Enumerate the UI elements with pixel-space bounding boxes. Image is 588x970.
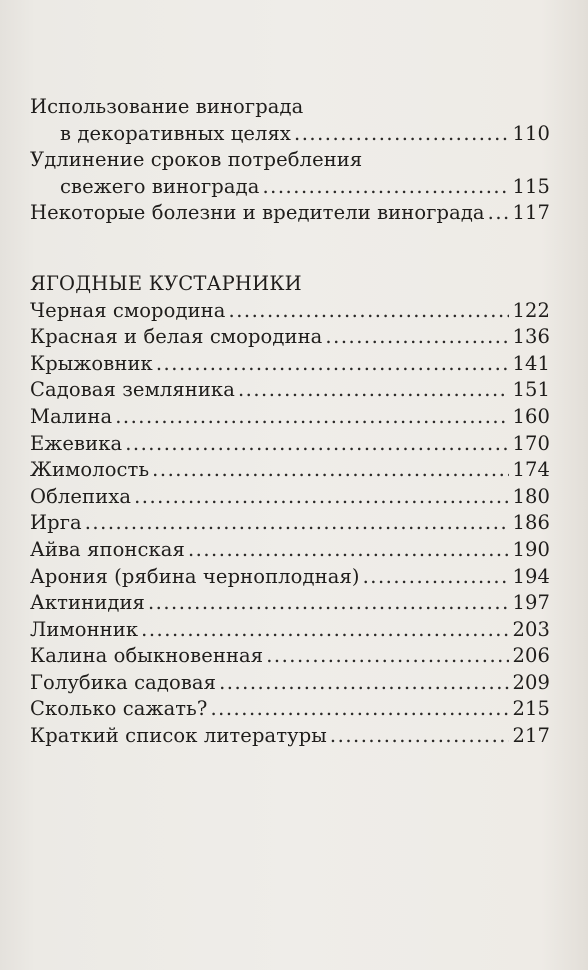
toc-entry[interactable] xyxy=(30,147,550,200)
toc-entry[interactable] xyxy=(30,377,550,404)
toc-entry-title: Крыжовник xyxy=(30,351,153,375)
dot-leader xyxy=(188,537,510,564)
toc-page-number: 110 xyxy=(512,121,550,145)
toc-entry[interactable] xyxy=(30,590,550,617)
dot-leader xyxy=(363,564,510,591)
dot-leader xyxy=(125,431,509,458)
dot-leader xyxy=(330,723,510,750)
toc-entry-title: Садовая земляника xyxy=(30,378,235,402)
toc-entry-title: Некоторые болезни и вредители винограда xyxy=(30,201,485,225)
dot-leader xyxy=(210,696,509,723)
toc-page-number: 197 xyxy=(512,591,550,615)
toc-entry-title: Голубика садовая xyxy=(30,670,217,694)
toc-entry-title-line1: Удлинение сроков потребления xyxy=(30,148,363,172)
toc-page-number: 215 xyxy=(512,697,550,721)
section-heading: ЯГОДНЫЕ КУСТАРНИКИ xyxy=(30,271,302,295)
toc-entry-title-line2: свежего винограда xyxy=(60,174,260,198)
dot-leader xyxy=(134,484,509,511)
toc-page-number: 186 xyxy=(512,511,550,535)
toc-entry[interactable] xyxy=(30,431,550,458)
toc-entry-title: Ежевика xyxy=(30,431,123,455)
toc-entry[interactable] xyxy=(30,696,550,723)
toc-page-number: 174 xyxy=(512,458,550,482)
toc-entry-title: Лимонник xyxy=(30,617,139,641)
toc-entry[interactable] xyxy=(30,617,550,644)
toc-page-number: 190 xyxy=(512,537,550,561)
toc-page-number: 206 xyxy=(512,644,550,668)
toc-entry[interactable] xyxy=(30,298,550,325)
toc-entry[interactable] xyxy=(30,457,550,484)
toc-entry[interactable] xyxy=(30,643,550,670)
toc-entry[interactable] xyxy=(30,564,550,591)
dot-leader xyxy=(115,404,509,431)
dot-leader xyxy=(148,590,510,617)
toc-entry-title-line1: Использование винограда xyxy=(30,95,304,118)
toc-entry[interactable] xyxy=(30,324,550,351)
table-of-contents xyxy=(30,94,550,750)
toc-page-number: 209 xyxy=(512,670,550,694)
toc-page-number: 151 xyxy=(512,378,550,402)
dot-leader xyxy=(262,174,509,201)
toc-entry-title: Малина xyxy=(30,404,113,428)
dot-leader xyxy=(85,510,510,537)
dot-leader xyxy=(152,457,509,484)
toc-page-number: 122 xyxy=(512,298,550,322)
toc-entry-title: Ирга xyxy=(30,511,82,535)
toc-page-number: 170 xyxy=(512,431,550,455)
toc-page-number: 115 xyxy=(512,174,550,198)
toc-page-number: 217 xyxy=(512,724,550,748)
toc-entry-title: Краткий список литературы xyxy=(30,724,327,748)
dot-leader xyxy=(294,121,509,148)
toc-page-number: 136 xyxy=(512,325,550,349)
toc-entry[interactable] xyxy=(30,723,550,750)
toc-entry[interactable] xyxy=(30,670,550,697)
dot-leader xyxy=(488,200,510,227)
dot-leader xyxy=(325,324,509,351)
toc-page-number: 203 xyxy=(512,617,550,641)
toc-page-number: 160 xyxy=(512,404,550,428)
toc-page-number: 141 xyxy=(512,351,550,375)
toc-entry-title: Арония (рябина черноплодная) xyxy=(30,564,360,588)
toc-entry[interactable] xyxy=(30,94,550,147)
dot-leader xyxy=(156,351,510,378)
toc-page-number: 180 xyxy=(512,484,550,508)
section-entries-list xyxy=(30,298,550,750)
toc-entry-title: Облепиха xyxy=(30,484,132,508)
toc-page-number: 194 xyxy=(512,564,550,588)
dot-leader xyxy=(238,377,510,404)
toc-entry[interactable] xyxy=(30,510,550,537)
toc-page-number: 117 xyxy=(512,201,550,225)
toc-entry-title: Сколько сажать? xyxy=(30,697,208,721)
toc-entry-title: Черная смородина xyxy=(30,298,226,322)
dot-leader xyxy=(266,643,509,670)
toc-entry-title-line2: в декоративных целях xyxy=(60,121,292,145)
dot-leader xyxy=(229,298,510,325)
toc-entry-title: Калина обыкновенная xyxy=(30,644,264,668)
toc-entry[interactable] xyxy=(30,351,550,378)
toc-entry-title: Айва японская xyxy=(30,537,185,561)
toc-entry[interactable] xyxy=(30,404,550,431)
dot-leader xyxy=(141,617,509,644)
toc-entry-title: Актинидия xyxy=(30,591,145,615)
toc-entry[interactable] xyxy=(30,484,550,511)
toc-entry-title: Красная и белая смородина xyxy=(30,325,323,349)
dot-leader xyxy=(219,670,509,697)
toc-entry[interactable] xyxy=(30,537,550,564)
toc-entry[interactable] xyxy=(30,200,550,227)
toc-entry-title: Жимолость xyxy=(30,458,150,482)
